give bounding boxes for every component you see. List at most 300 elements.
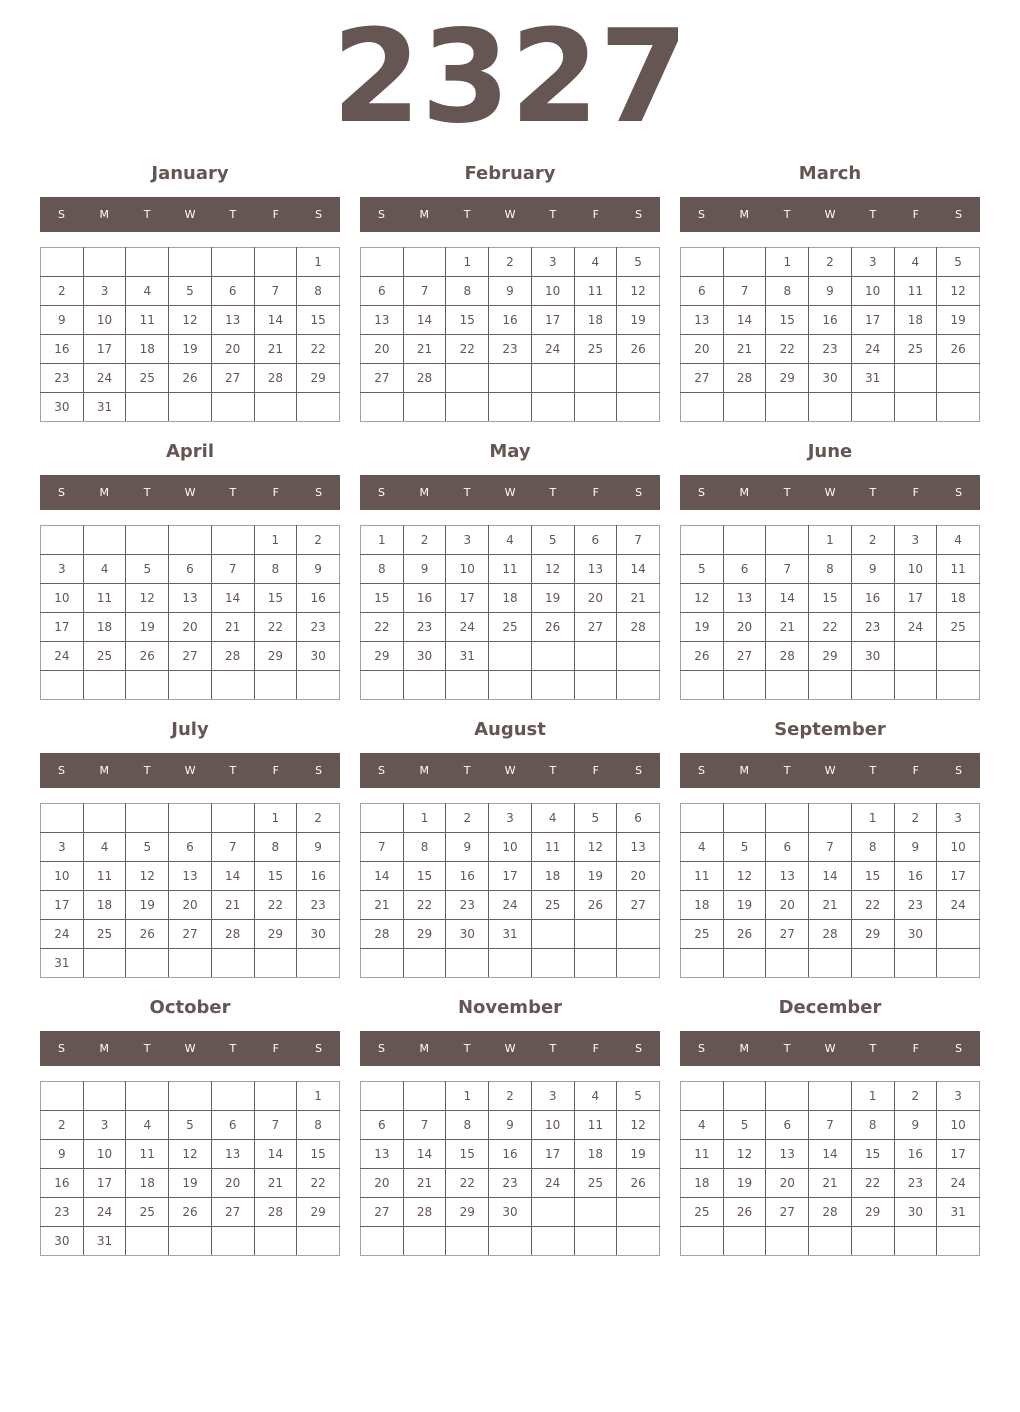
day-cell[interactable]: 27 [361,1198,404,1227]
day-cell[interactable]: 12 [681,584,724,613]
day-cell[interactable]: 12 [574,833,617,862]
day-cell[interactable]: 17 [41,891,84,920]
day-cell[interactable]: 21 [766,613,809,642]
day-cell[interactable]: 21 [254,335,297,364]
day-cell[interactable]: 8 [446,1111,489,1140]
day-cell[interactable]: 29 [766,364,809,393]
day-cell[interactable]: 15 [297,306,340,335]
day-cell[interactable]: 17 [41,613,84,642]
day-cell[interactable]: 6 [574,526,617,555]
day-cell[interactable]: 18 [574,1140,617,1169]
day-cell[interactable]: 24 [489,891,532,920]
day-cell[interactable]: 19 [723,891,766,920]
day-cell[interactable]: 7 [211,555,254,584]
day-cell[interactable]: 16 [894,862,937,891]
day-cell[interactable]: 28 [403,364,446,393]
day-cell[interactable]: 30 [809,364,852,393]
day-cell[interactable]: 25 [489,613,532,642]
day-cell[interactable]: 14 [766,584,809,613]
day-cell[interactable]: 21 [211,891,254,920]
day-cell[interactable]: 1 [809,526,852,555]
day-cell[interactable]: 27 [617,891,660,920]
day-cell[interactable]: 25 [574,1169,617,1198]
day-cell[interactable]: 17 [851,306,894,335]
day-cell[interactable]: 10 [851,277,894,306]
day-cell[interactable]: 6 [681,277,724,306]
day-cell[interactable]: 5 [531,526,574,555]
day-cell[interactable]: 12 [723,862,766,891]
day-cell[interactable]: 24 [894,613,937,642]
day-cell[interactable]: 7 [723,277,766,306]
day-cell[interactable]: 21 [211,613,254,642]
day-cell[interactable]: 25 [681,920,724,949]
day-cell[interactable]: 24 [41,920,84,949]
day-cell[interactable]: 8 [297,1111,340,1140]
day-cell[interactable]: 23 [489,1169,532,1198]
day-cell[interactable]: 3 [894,526,937,555]
day-cell[interactable]: 8 [254,833,297,862]
day-cell[interactable]: 29 [851,1198,894,1227]
day-cell[interactable]: 16 [446,862,489,891]
day-cell[interactable]: 23 [41,1198,84,1227]
day-cell[interactable]: 15 [446,1140,489,1169]
day-cell[interactable]: 26 [723,1198,766,1227]
day-cell[interactable]: 23 [809,335,852,364]
day-cell[interactable]: 7 [766,555,809,584]
day-cell[interactable]: 18 [937,584,980,613]
day-cell[interactable]: 25 [126,1198,169,1227]
day-cell[interactable]: 9 [809,277,852,306]
day-cell[interactable]: 31 [41,949,84,978]
day-cell[interactable]: 22 [851,891,894,920]
day-cell[interactable]: 16 [41,335,84,364]
day-cell[interactable]: 20 [361,1169,404,1198]
day-cell[interactable]: 4 [126,1111,169,1140]
day-cell[interactable]: 20 [169,613,212,642]
day-cell[interactable]: 1 [297,248,340,277]
day-cell[interactable]: 29 [297,1198,340,1227]
day-cell[interactable]: 1 [766,248,809,277]
day-cell[interactable]: 1 [446,1082,489,1111]
day-cell[interactable]: 21 [723,335,766,364]
day-cell[interactable]: 18 [894,306,937,335]
day-cell[interactable]: 5 [574,804,617,833]
day-cell[interactable]: 24 [851,335,894,364]
day-cell[interactable]: 4 [894,248,937,277]
day-cell[interactable]: 5 [617,248,660,277]
day-cell[interactable]: 6 [211,1111,254,1140]
day-cell[interactable]: 11 [937,555,980,584]
day-cell[interactable]: 16 [489,1140,532,1169]
day-cell[interactable]: 5 [937,248,980,277]
day-cell[interactable]: 13 [681,306,724,335]
day-cell[interactable]: 30 [851,642,894,671]
day-cell[interactable]: 2 [489,1082,532,1111]
day-cell[interactable]: 11 [126,1140,169,1169]
day-cell[interactable]: 19 [126,891,169,920]
day-cell[interactable]: 21 [617,584,660,613]
day-cell[interactable]: 20 [617,862,660,891]
day-cell[interactable]: 20 [574,584,617,613]
day-cell[interactable]: 11 [83,862,126,891]
day-cell[interactable]: 4 [681,1111,724,1140]
day-cell[interactable]: 29 [254,642,297,671]
day-cell[interactable]: 26 [126,920,169,949]
day-cell[interactable]: 10 [489,833,532,862]
day-cell[interactable]: 18 [574,306,617,335]
day-cell[interactable]: 24 [83,1198,126,1227]
day-cell[interactable]: 20 [211,1169,254,1198]
day-cell[interactable]: 14 [211,862,254,891]
day-cell[interactable]: 28 [809,920,852,949]
day-cell[interactable]: 17 [83,335,126,364]
day-cell[interactable]: 1 [361,526,404,555]
day-cell[interactable]: 13 [766,862,809,891]
day-cell[interactable]: 10 [894,555,937,584]
day-cell[interactable]: 19 [126,613,169,642]
day-cell[interactable]: 23 [851,613,894,642]
day-cell[interactable]: 28 [361,920,404,949]
day-cell[interactable]: 16 [41,1169,84,1198]
day-cell[interactable]: 7 [809,1111,852,1140]
day-cell[interactable]: 26 [169,364,212,393]
day-cell[interactable]: 19 [574,862,617,891]
day-cell[interactable]: 27 [169,642,212,671]
day-cell[interactable]: 17 [531,1140,574,1169]
day-cell[interactable]: 12 [937,277,980,306]
day-cell[interactable]: 13 [361,306,404,335]
day-cell[interactable]: 9 [489,277,532,306]
day-cell[interactable]: 30 [41,393,84,422]
day-cell[interactable]: 9 [41,1140,84,1169]
day-cell[interactable]: 3 [937,1082,980,1111]
day-cell[interactable]: 1 [851,804,894,833]
day-cell[interactable]: 1 [851,1082,894,1111]
day-cell[interactable]: 22 [809,613,852,642]
day-cell[interactable]: 4 [489,526,532,555]
day-cell[interactable]: 6 [211,277,254,306]
day-cell[interactable]: 3 [531,1082,574,1111]
day-cell[interactable]: 14 [403,306,446,335]
day-cell[interactable]: 23 [297,613,340,642]
day-cell[interactable]: 17 [937,862,980,891]
day-cell[interactable]: 13 [574,555,617,584]
day-cell[interactable]: 29 [361,642,404,671]
day-cell[interactable]: 23 [894,891,937,920]
day-cell[interactable]: 31 [83,393,126,422]
day-cell[interactable]: 13 [211,306,254,335]
day-cell[interactable]: 19 [169,1169,212,1198]
day-cell[interactable]: 30 [297,642,340,671]
day-cell[interactable]: 15 [254,862,297,891]
day-cell[interactable]: 24 [41,642,84,671]
day-cell[interactable]: 13 [617,833,660,862]
day-cell[interactable]: 26 [617,1169,660,1198]
day-cell[interactable]: 4 [531,804,574,833]
day-cell[interactable]: 21 [809,1169,852,1198]
day-cell[interactable]: 2 [446,804,489,833]
day-cell[interactable]: 25 [126,364,169,393]
day-cell[interactable]: 7 [254,1111,297,1140]
day-cell[interactable]: 7 [211,833,254,862]
day-cell[interactable]: 28 [211,920,254,949]
day-cell[interactable]: 12 [531,555,574,584]
day-cell[interactable]: 2 [41,277,84,306]
day-cell[interactable]: 20 [361,335,404,364]
day-cell[interactable]: 27 [361,364,404,393]
day-cell[interactable]: 22 [254,891,297,920]
day-cell[interactable]: 8 [851,833,894,862]
day-cell[interactable]: 21 [403,1169,446,1198]
day-cell[interactable]: 23 [41,364,84,393]
day-cell[interactable]: 16 [489,306,532,335]
day-cell[interactable]: 27 [766,920,809,949]
day-cell[interactable]: 14 [809,1140,852,1169]
day-cell[interactable]: 25 [574,335,617,364]
day-cell[interactable]: 5 [617,1082,660,1111]
day-cell[interactable]: 22 [446,335,489,364]
day-cell[interactable]: 19 [617,1140,660,1169]
day-cell[interactable]: 11 [531,833,574,862]
day-cell[interactable]: 20 [211,335,254,364]
day-cell[interactable]: 14 [617,555,660,584]
day-cell[interactable]: 15 [809,584,852,613]
day-cell[interactable]: 2 [489,248,532,277]
day-cell[interactable]: 15 [403,862,446,891]
day-cell[interactable]: 18 [489,584,532,613]
day-cell[interactable]: 11 [126,306,169,335]
day-cell[interactable]: 3 [937,804,980,833]
day-cell[interactable]: 8 [297,277,340,306]
day-cell[interactable]: 30 [403,642,446,671]
day-cell[interactable]: 9 [489,1111,532,1140]
day-cell[interactable]: 3 [41,555,84,584]
day-cell[interactable]: 7 [403,1111,446,1140]
day-cell[interactable]: 12 [126,862,169,891]
day-cell[interactable]: 29 [809,642,852,671]
day-cell[interactable]: 4 [126,277,169,306]
day-cell[interactable]: 14 [403,1140,446,1169]
day-cell[interactable]: 7 [254,277,297,306]
day-cell[interactable]: 23 [489,335,532,364]
day-cell[interactable]: 8 [809,555,852,584]
day-cell[interactable]: 17 [937,1140,980,1169]
day-cell[interactable]: 30 [894,920,937,949]
day-cell[interactable]: 28 [766,642,809,671]
day-cell[interactable]: 2 [297,804,340,833]
day-cell[interactable]: 13 [766,1140,809,1169]
day-cell[interactable]: 22 [403,891,446,920]
day-cell[interactable]: 8 [766,277,809,306]
day-cell[interactable]: 10 [446,555,489,584]
day-cell[interactable]: 31 [851,364,894,393]
day-cell[interactable]: 28 [809,1198,852,1227]
day-cell[interactable]: 31 [83,1227,126,1256]
day-cell[interactable]: 5 [126,833,169,862]
day-cell[interactable]: 27 [574,613,617,642]
day-cell[interactable]: 11 [574,1111,617,1140]
day-cell[interactable]: 5 [169,277,212,306]
day-cell[interactable]: 3 [851,248,894,277]
day-cell[interactable]: 28 [254,1198,297,1227]
day-cell[interactable]: 22 [766,335,809,364]
day-cell[interactable]: 16 [894,1140,937,1169]
day-cell[interactable]: 31 [937,1198,980,1227]
day-cell[interactable]: 3 [446,526,489,555]
day-cell[interactable]: 25 [83,920,126,949]
day-cell[interactable]: 11 [681,1140,724,1169]
day-cell[interactable]: 10 [41,584,84,613]
day-cell[interactable]: 26 [681,642,724,671]
day-cell[interactable]: 9 [894,833,937,862]
day-cell[interactable]: 10 [531,1111,574,1140]
day-cell[interactable]: 13 [723,584,766,613]
day-cell[interactable]: 8 [851,1111,894,1140]
day-cell[interactable]: 1 [254,804,297,833]
day-cell[interactable]: 3 [41,833,84,862]
day-cell[interactable]: 16 [297,584,340,613]
day-cell[interactable]: 7 [403,277,446,306]
day-cell[interactable]: 20 [169,891,212,920]
day-cell[interactable]: 10 [83,1140,126,1169]
day-cell[interactable]: 8 [446,277,489,306]
day-cell[interactable]: 19 [169,335,212,364]
day-cell[interactable]: 13 [211,1140,254,1169]
day-cell[interactable]: 19 [937,306,980,335]
day-cell[interactable]: 3 [489,804,532,833]
day-cell[interactable]: 12 [169,306,212,335]
day-cell[interactable]: 16 [851,584,894,613]
day-cell[interactable]: 22 [254,613,297,642]
day-cell[interactable]: 14 [809,862,852,891]
day-cell[interactable]: 6 [169,833,212,862]
day-cell[interactable]: 23 [297,891,340,920]
day-cell[interactable]: 24 [83,364,126,393]
day-cell[interactable]: 27 [169,920,212,949]
day-cell[interactable]: 12 [169,1140,212,1169]
day-cell[interactable]: 15 [446,306,489,335]
day-cell[interactable]: 27 [681,364,724,393]
day-cell[interactable]: 11 [894,277,937,306]
day-cell[interactable]: 22 [361,613,404,642]
day-cell[interactable]: 9 [894,1111,937,1140]
day-cell[interactable]: 21 [809,891,852,920]
day-cell[interactable]: 6 [361,1111,404,1140]
day-cell[interactable]: 13 [169,584,212,613]
day-cell[interactable]: 25 [894,335,937,364]
day-cell[interactable]: 9 [297,555,340,584]
day-cell[interactable]: 26 [723,920,766,949]
day-cell[interactable]: 24 [531,1169,574,1198]
day-cell[interactable]: 2 [894,1082,937,1111]
day-cell[interactable]: 12 [617,277,660,306]
day-cell[interactable]: 3 [83,1111,126,1140]
day-cell[interactable]: 30 [489,1198,532,1227]
day-cell[interactable]: 6 [617,804,660,833]
day-cell[interactable]: 17 [894,584,937,613]
day-cell[interactable]: 23 [403,613,446,642]
day-cell[interactable]: 2 [851,526,894,555]
day-cell[interactable]: 8 [254,555,297,584]
day-cell[interactable]: 26 [617,335,660,364]
day-cell[interactable]: 10 [531,277,574,306]
day-cell[interactable]: 29 [851,920,894,949]
day-cell[interactable]: 7 [809,833,852,862]
day-cell[interactable]: 2 [894,804,937,833]
day-cell[interactable]: 14 [361,862,404,891]
day-cell[interactable]: 18 [83,613,126,642]
day-cell[interactable]: 11 [681,862,724,891]
day-cell[interactable]: 18 [531,862,574,891]
day-cell[interactable]: 22 [446,1169,489,1198]
day-cell[interactable]: 9 [41,306,84,335]
day-cell[interactable]: 21 [254,1169,297,1198]
day-cell[interactable]: 17 [489,862,532,891]
day-cell[interactable]: 4 [937,526,980,555]
day-cell[interactable]: 5 [723,1111,766,1140]
day-cell[interactable]: 22 [851,1169,894,1198]
day-cell[interactable]: 11 [83,584,126,613]
day-cell[interactable]: 21 [403,335,446,364]
day-cell[interactable]: 16 [809,306,852,335]
day-cell[interactable]: 20 [723,613,766,642]
day-cell[interactable]: 19 [531,584,574,613]
day-cell[interactable]: 2 [297,526,340,555]
day-cell[interactable]: 20 [766,891,809,920]
day-cell[interactable]: 9 [297,833,340,862]
day-cell[interactable]: 1 [297,1082,340,1111]
day-cell[interactable]: 22 [297,335,340,364]
day-cell[interactable]: 4 [83,833,126,862]
day-cell[interactable]: 18 [126,1169,169,1198]
day-cell[interactable]: 11 [574,277,617,306]
day-cell[interactable]: 7 [361,833,404,862]
day-cell[interactable]: 15 [254,584,297,613]
day-cell[interactable]: 27 [211,1198,254,1227]
day-cell[interactable]: 28 [617,613,660,642]
day-cell[interactable]: 17 [83,1169,126,1198]
day-cell[interactable]: 29 [403,920,446,949]
day-cell[interactable]: 9 [446,833,489,862]
day-cell[interactable]: 5 [723,833,766,862]
day-cell[interactable]: 27 [766,1198,809,1227]
day-cell[interactable]: 4 [574,248,617,277]
day-cell[interactable]: 26 [531,613,574,642]
day-cell[interactable]: 28 [211,642,254,671]
day-cell[interactable]: 25 [937,613,980,642]
day-cell[interactable]: 18 [126,335,169,364]
day-cell[interactable]: 30 [446,920,489,949]
day-cell[interactable]: 14 [254,306,297,335]
day-cell[interactable]: 2 [809,248,852,277]
day-cell[interactable]: 30 [297,920,340,949]
day-cell[interactable]: 16 [297,862,340,891]
day-cell[interactable]: 28 [403,1198,446,1227]
day-cell[interactable]: 24 [937,891,980,920]
day-cell[interactable]: 13 [169,862,212,891]
day-cell[interactable]: 25 [531,891,574,920]
day-cell[interactable]: 29 [446,1198,489,1227]
day-cell[interactable]: 14 [723,306,766,335]
day-cell[interactable]: 16 [403,584,446,613]
day-cell[interactable]: 17 [531,306,574,335]
day-cell[interactable]: 1 [254,526,297,555]
day-cell[interactable]: 4 [681,833,724,862]
day-cell[interactable]: 20 [766,1169,809,1198]
day-cell[interactable]: 2 [403,526,446,555]
day-cell[interactable]: 19 [617,306,660,335]
day-cell[interactable]: 27 [723,642,766,671]
